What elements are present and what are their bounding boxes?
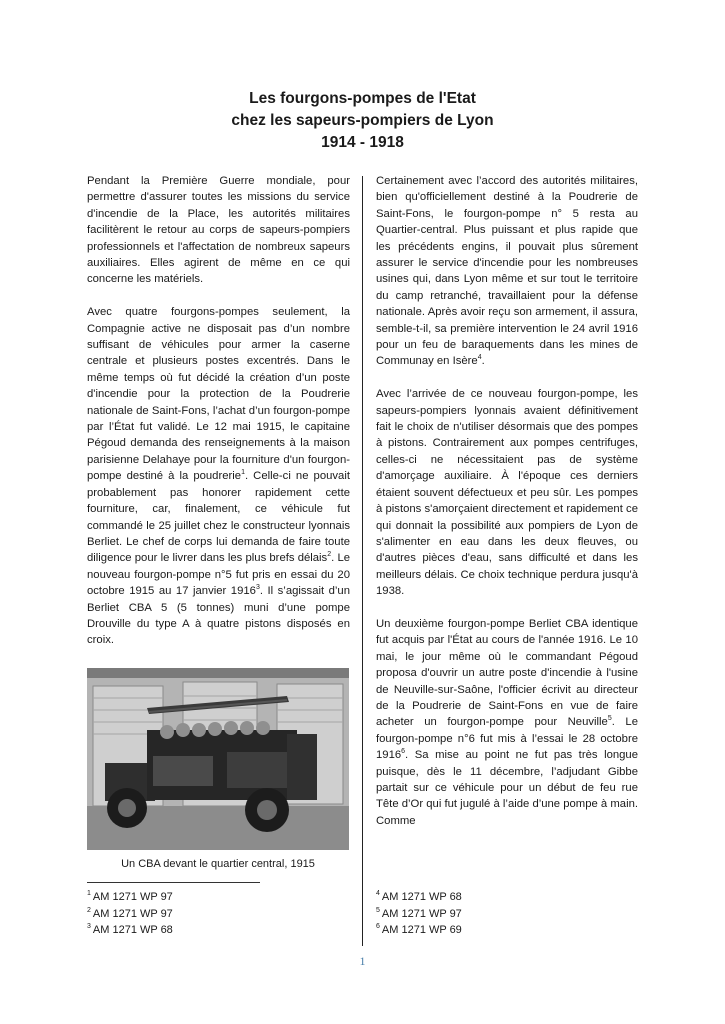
footnote-separator <box>87 882 260 883</box>
right-paragraph-3 <box>376 616 638 829</box>
left-paragraph-2 <box>87 304 350 649</box>
footnote-item <box>87 889 173 906</box>
right-paragraph-1-text-a: Certainement avec l’accord des autorités militaires, bien qu'officiellement destiné à la Poudrerie de Saint-Fons, le fourgon-pompe n° 5 resta au Quartier-central. Plus puissant et plus rapide que les précédents engins, il pouvait plus sûrement assurer le service d'incendie pour les nombreuses usines qui, dans Lyon même et sur tout le territoire du camp retranché, travaillaient pour la défense nationale. Après avoir reçu son armement, il assura, semble-t-il, sa première intervention le 24 avril 1916 pour un feu de baraquements dans les mines de Communay en Isère <box>376 175 638 368</box>
footnote-ref-4: 4 <box>477 354 482 362</box>
left-paragraph-2-text-d: . Il s’agissait d’un Berliet CBA 5 (5 tonnes) muni d’une pompe Drouville du type A à quatre pistons disposés en croix. <box>87 585 350 647</box>
right-paragraph-1-text-b: . <box>481 355 485 368</box>
left-paragraph-2-text-c: . Le nouveau fourgon-pompe n°5 fut pris en essai du 20 octobre 1915 au 17 janvier 1916 <box>87 552 351 598</box>
footnote-number: 5 <box>376 906 380 914</box>
fire-truck-photo <box>87 668 349 850</box>
fire-truck-illustration <box>87 668 349 850</box>
footnote-ref-3: 3 <box>255 584 260 592</box>
footnote-text: AM 1271 WP 68 <box>381 891 462 903</box>
document-title <box>0 88 725 154</box>
footnote-number: 2 <box>87 906 91 914</box>
page-number: 1 <box>359 954 366 968</box>
right-paragraph-3-text-b: . Le fourgon-pompe n°6 fut mis à l’essai le 28 octobre 1916 <box>376 716 638 762</box>
footnote-number: 1 <box>87 890 91 898</box>
title-line-2: chez les sapeurs-pompiers de Lyon <box>231 112 494 129</box>
right-paragraph-3-text-a: Un deuxième fourgon-pompe Berliet CBA identique fut acquis par l'État au cours de l'année 1916. Le 10 mai, le jour même où le commandant Pégoud proposa d'ouvrir un autre poste d'incendie à l'usine de Neuville-sur-Saône, l'officier écrivit au directeur de la Poudrerie de Saint-Fons en vue de faire acheter un fourgon-pompe pour Neuville <box>376 617 638 729</box>
column-divider <box>362 176 363 946</box>
right-paragraph-2: Avec l’arrivée de ce nouveau fourgon-pompe, les sapeurs-pompiers lyonnais avaient définitivement fait le choix de n'utiliser désormais que des pompes à pistons. Contrairement aux pompes centrifuges, celles-ci ne nécessitaient pas de système d'amorçage auxiliaire. À l'époque ces derniers étaient souvent défectueux et peu sûr. Les pompes à pistons s'amorçaient directement et rapidement ce qui donnait la possibilité aux pompiers de Lyon de s'alimenter en eau dans les deux fleuves, ou d'autres pièces d'eau, sans difficulté et dans les meilleurs délais. Ce choix technique perdura jusqu'à 1938. <box>376 388 638 598</box>
footnote-item <box>376 906 462 923</box>
footnote-item <box>87 906 173 923</box>
footnote-ref-6: 6 <box>401 748 406 756</box>
footnote-number: 6 <box>376 923 380 931</box>
footnote-ref-5: 5 <box>607 715 612 723</box>
right-column <box>376 173 638 829</box>
title-line-1: Les fourgons-pompes de l'Etat <box>249 90 476 107</box>
footnote-item <box>87 922 173 939</box>
footnote-number: 4 <box>376 890 380 898</box>
left-paragraph-1: Pendant la Première Guerre mondiale, pour permettre d'assurer toutes les missions du service d'incendie de la Place, les autorités militaires facilitèrent le retour au corps de sapeurs-pompiers professionnels et l'affectation de nombreux sapeurs auxiliaires. Elles agirent de même en ce qui concerne les matériels. <box>87 175 350 286</box>
footnote-item <box>376 889 462 906</box>
footnote-ref-1: 1 <box>241 469 245 477</box>
footnote-text: AM 1271 WP 97 <box>92 907 173 920</box>
right-paragraph-1 <box>376 173 638 370</box>
footnote-text: AM 1271 WP 97 <box>92 891 173 903</box>
left-paragraph-2-text-b: . Celle-ci ne pouvait probablement pas honorer rapidement cette fourniture, car, finalement, ce véhicule fut commandé le 25 juillet chez le constructeur lyonnais Berliet. Le chef de corps lui demanda de faire toute diligence pour le livrer dans les plus brefs délais <box>87 470 350 565</box>
footnote-item <box>376 922 462 939</box>
footnotes-right <box>376 889 462 939</box>
footnote-ref-2: 2 <box>327 551 332 559</box>
footnote-number: 3 <box>87 923 91 931</box>
title-line-3: 1914 - 1918 <box>321 134 404 151</box>
footnote-text: AM 1271 WP 69 <box>381 924 462 936</box>
footnote-text: AM 1271 WP 68 <box>92 924 173 936</box>
left-column <box>87 173 350 649</box>
right-paragraph-3-text-c: . Sa mise au point ne fut pas très longue puisque, dès le 11 décembre, l’adjudant Gibbe partait sur ce véhicule pour un début de feu rue Tête d’Or qui fut jugulé à l’aide d’une pompe à main. Comme <box>376 749 638 827</box>
left-paragraph-2-text-a: Avec quatre fourgons-pompes seulement, la Compagnie active ne disposait pas d’un nombre suffisant de véhicules pour armer la caserne centrale et plusieurs postes excentrés. Dans le même temps où fut décidé la création d’un poste d'incendie pour la protection de la Poudrerie nationale de Saint-Fons, l’achat d’un fourgon-pompe par l’État fut validé. Le 12 mai 1915, le capitaine Pégoud demanda des renseignements à la maison parisienne Delahaye pour la fourniture d'un fourgon-pompe destiné à la poudrerie <box>87 306 350 483</box>
footnote-text: AM 1271 WP 97 <box>381 907 462 920</box>
footnotes-left <box>87 889 173 939</box>
photo-caption: Un CBA devant le quartier central, 1915 <box>121 858 315 870</box>
